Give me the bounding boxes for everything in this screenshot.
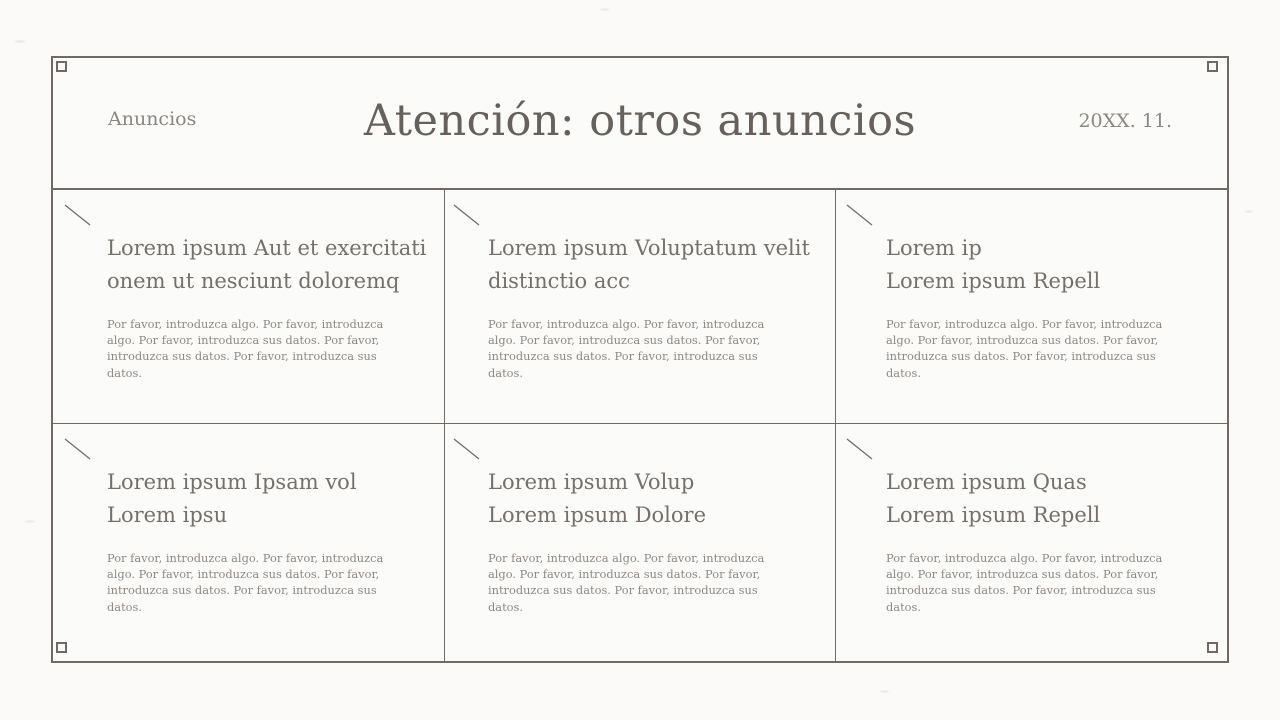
card-title-line: Lorem ipsum Voluptatum velit <box>488 236 810 260</box>
card-title-line: Lorem ipsum Volup <box>488 470 695 494</box>
card-title-line: onem ut nesciunt doloremq <box>107 269 400 293</box>
paper-texture-speck <box>14 40 26 43</box>
card-title-line: Lorem ipsum Ipsam vol <box>107 470 357 494</box>
card-body: Por favor, introduzca algo. Por favor, introduzca algo. Por favor, introduzca sus datos. Por favor, introduzca sus datos. Por favor, introduzca sus datos. <box>886 317 1163 380</box>
card-title <box>488 466 798 532</box>
card-title-line: distinctio acc <box>488 269 630 293</box>
corner-ornament-icon <box>56 61 67 72</box>
card-body: Por favor, introduzca algo. Por favor, introduzca algo. Por favor, introduzca sus datos. Por favor, introduzca sus datos. Por favor, introduzca sus datos. <box>107 317 384 380</box>
section-label: Anuncios <box>108 108 197 130</box>
page-title: Atención: otros anuncios <box>363 96 917 146</box>
announcement-card <box>52 424 444 662</box>
diagonal-slash-icon <box>453 204 485 226</box>
card-body: Por favor, introduzca algo. Por favor, introduzca algo. Por favor, introduzca sus datos. Por favor, introduzca sus datos. Por favor, introduzca sus datos. <box>488 317 765 380</box>
card-title-line: Lorem ipsum Repell <box>886 269 1101 293</box>
card-body: Por favor, introduzca algo. Por favor, introduzca algo. Por favor, introduzca sus datos. Por favor, introduzca sus datos. Por favor, introduzca sus datos. <box>886 551 1163 614</box>
card-body: Por favor, introduzca algo. Por favor, introduzca algo. Por favor, introduzca sus datos. Por favor, introduzca sus datos. Por favor, introduzca sus datos. <box>107 551 384 614</box>
diagonal-slash-icon <box>846 204 878 226</box>
card-title <box>107 232 427 298</box>
card-title <box>488 232 810 298</box>
paper-texture-speck <box>25 520 35 523</box>
diagonal-slash-icon <box>453 438 485 460</box>
diagonal-slash-icon <box>64 204 96 226</box>
card-title <box>886 466 1196 532</box>
diagonal-slash-icon <box>64 438 96 460</box>
card-title-line: Lorem ipsum Dolore <box>488 503 706 527</box>
card-title-line: Lorem ipsu <box>107 503 228 527</box>
paper-texture-speck <box>600 8 610 11</box>
paper-texture-speck <box>880 690 889 693</box>
date-label: 20XX. 11. <box>1078 110 1172 132</box>
announcement-card <box>836 424 1228 662</box>
corner-ornament-icon <box>1207 61 1218 72</box>
card-title-line: Lorem ip <box>886 236 982 260</box>
announcement-card <box>445 190 835 423</box>
diagonal-slash-icon <box>846 438 878 460</box>
card-body: Por favor, introduzca algo. Por favor, introduzca algo. Por favor, introduzca sus datos. Por favor, introduzca sus datos. Por favor, introduzca sus datos. <box>488 551 765 614</box>
card-title-line: Lorem ipsum Aut et exercitati <box>107 236 427 260</box>
announcement-card <box>52 190 444 423</box>
paper-texture-speck <box>1245 210 1253 213</box>
card-title <box>107 466 417 532</box>
card-title-line: Lorem ipsum Repell <box>886 503 1101 527</box>
card-title-line: Lorem ipsum Quas <box>886 470 1087 494</box>
announcement-card <box>445 424 835 662</box>
card-title <box>886 232 1196 298</box>
announcement-card <box>836 190 1228 423</box>
